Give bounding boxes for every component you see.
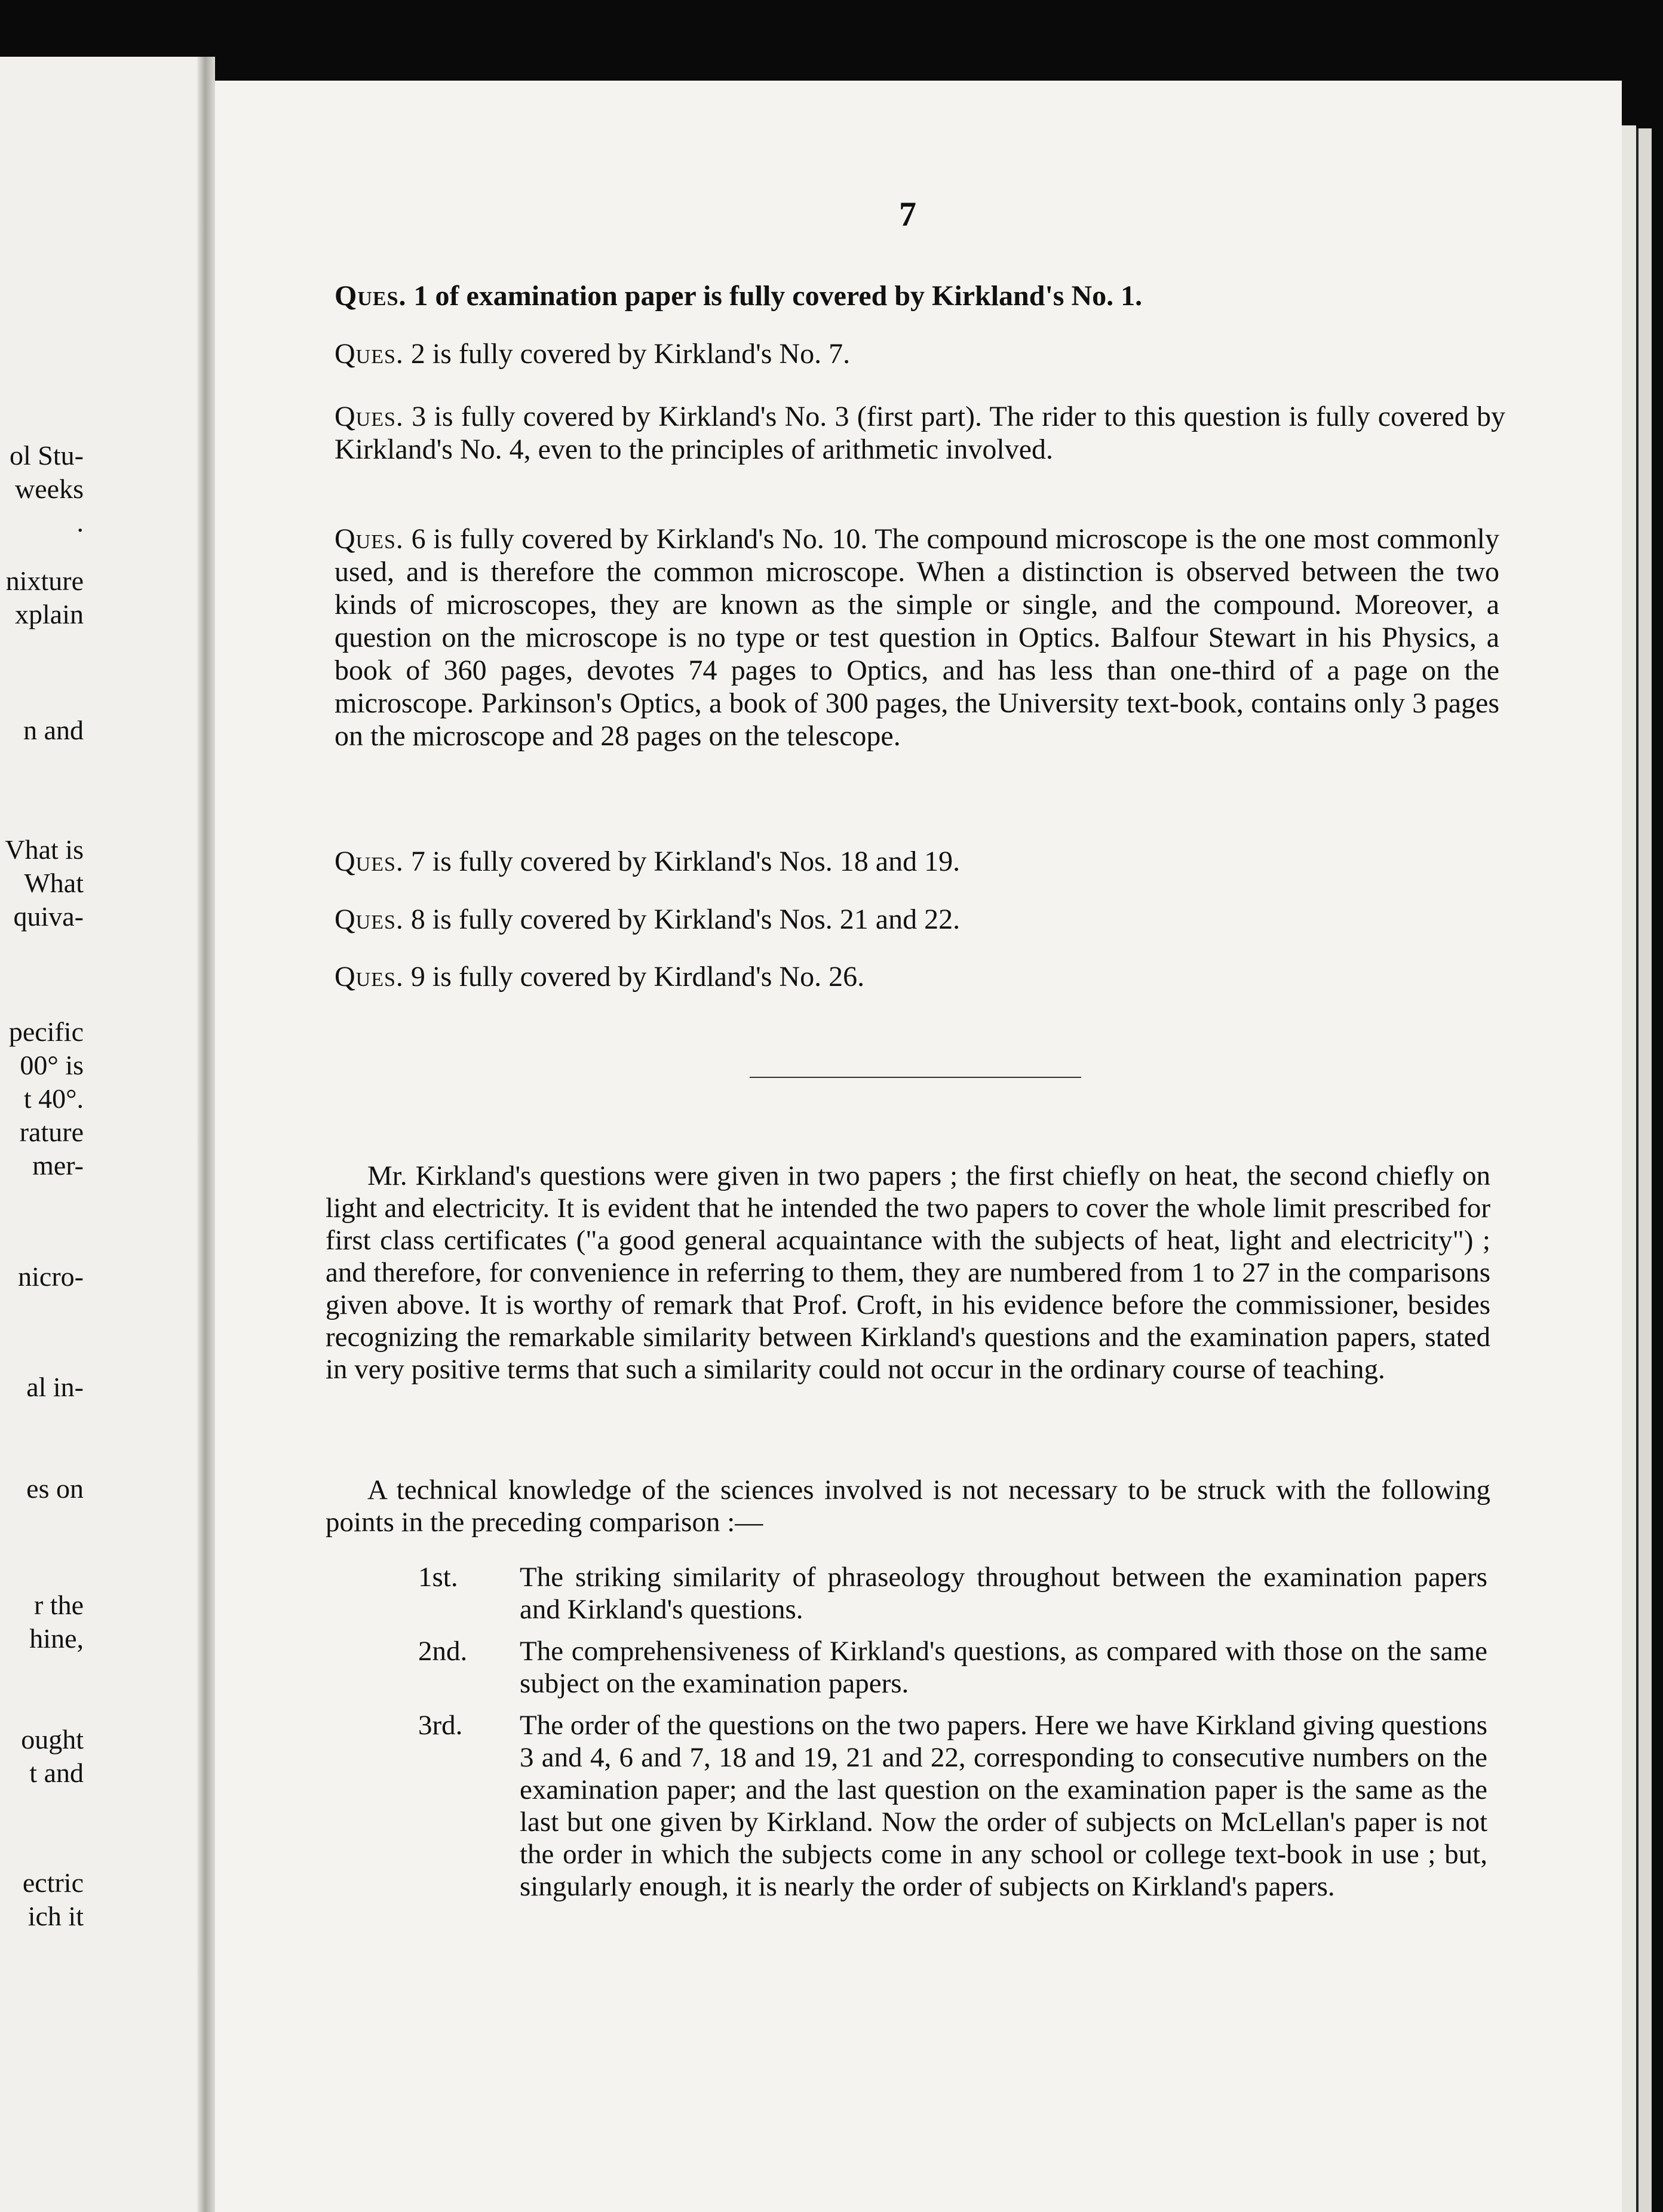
question-1: Ques. 1 of examination paper is fully covered by Kirkland's No. 1. (335, 280, 1143, 312)
question-2: Ques. 2 is fully covered by Kirkland's No. 7. (335, 338, 851, 370)
section-divider (750, 1077, 1081, 1078)
left-fragment: pecific 00° is t 40°. rature mer- (8, 1016, 84, 1181)
left-fragment: ol Stu- weeks . (10, 440, 84, 537)
page-fold (197, 57, 215, 2212)
question-7: Ques. 7 is fully covered by Kirkland's Nos. 18 and 19. (335, 846, 961, 877)
left-fragment: ought t and (21, 1724, 84, 1788)
page-number: 7 (899, 195, 916, 234)
left-fragment: nixture xplain (5, 566, 84, 629)
left-fragment: Vhat is What quiva- (5, 834, 84, 932)
left-fragment: es on (26, 1473, 84, 1504)
question-6: Ques. 6 is fully covered by Kirkland's No. 10. The compound microscope is the one most commonly used, and is therefore the common microscope. When a distinction is observed between the two kinds of microscopes, they are known as the simple or single, and the compound. Moreover, a question on the microscope is no type or test question in Optics. Balfour Stewart in his Physics, a book of 360 pages, devotes 74 pages to Optics, and has less than one-third of a page on the microscope. Parkinson's Optics, a book of 300 pages, the University text-book, contains only 3 pages on the microscope and 28 pages on the telescope. (335, 523, 1499, 752)
left-fragment: nicro- (18, 1261, 84, 1292)
paragraph-technical-knowledge: A technical knowledge of the sciences involved is not necessary to be struck with the following points in the preceding comparison :— (326, 1474, 1490, 1538)
left-fragment: ectric ich it (22, 1867, 84, 1931)
left-fragment: n and (23, 715, 84, 745)
point-1: 1st. The striking similarity of phraseology throughout between the examination papers and Kirkland's questions. (418, 1562, 1487, 1625)
paragraph-kirkland-papers: Mr. Kirkland's questions were given in two papers ; the first chiefly on heat, the second chiefly on light and electricity. It is evident that he intended the two papers to cover the whole limit prescribed for first class certificates ("a good general acquaintance with the subjects of heat, light and electricity") ; and therefore, for convenience in referring to them, they are numbered from 1 to 27 in the comparisons given above. It is worthy of remark that Prof. Croft, in his evidence before the commissioner, besides recognizing the remarkable similarity between Kirkland's questions and the examination papers, stated in very positive terms that such a similarity could not occur in the ordinary course of teaching. (326, 1160, 1490, 1385)
point-3: 3rd. The order of the questions on the two papers. Here we have Kirkland giving questions 3 and 4, 6 and 7, 18 and 19, 21 and 22, corresponding to consecutive numbers on the examination paper; and the last question on the examination paper is the same as the last but one given by Kirkland. Now the order of subjects on McLellan's paper is not the order in which the subjects come in any school or college text-book in use ; but, singularly enough, it is nearly the order of subjects on Kirkland's papers. (418, 1710, 1487, 1902)
page-edge-back (1639, 128, 1652, 2212)
point-2: 2nd. The comprehensiveness of Kirkland's questions, as compared with those on the same subject on the examination papers. (418, 1636, 1487, 1699)
left-fragment: r the hine, (29, 1590, 84, 1654)
question-8: Ques. 8 is fully covered by Kirkland's Nos. 21 and 22. (335, 904, 961, 935)
question-9: Ques. 9 is fully covered by Kirdland's No. 26. (335, 961, 865, 993)
left-fragment: al in- (26, 1372, 84, 1402)
page-edge (1622, 125, 1636, 2212)
question-3: Ques. 3 is fully covered by Kirkland's No. 3 (first part). The rider to this question is fully covered by Kirkland's No. 4, even to the principles of arithmetic involved. (335, 401, 1506, 465)
